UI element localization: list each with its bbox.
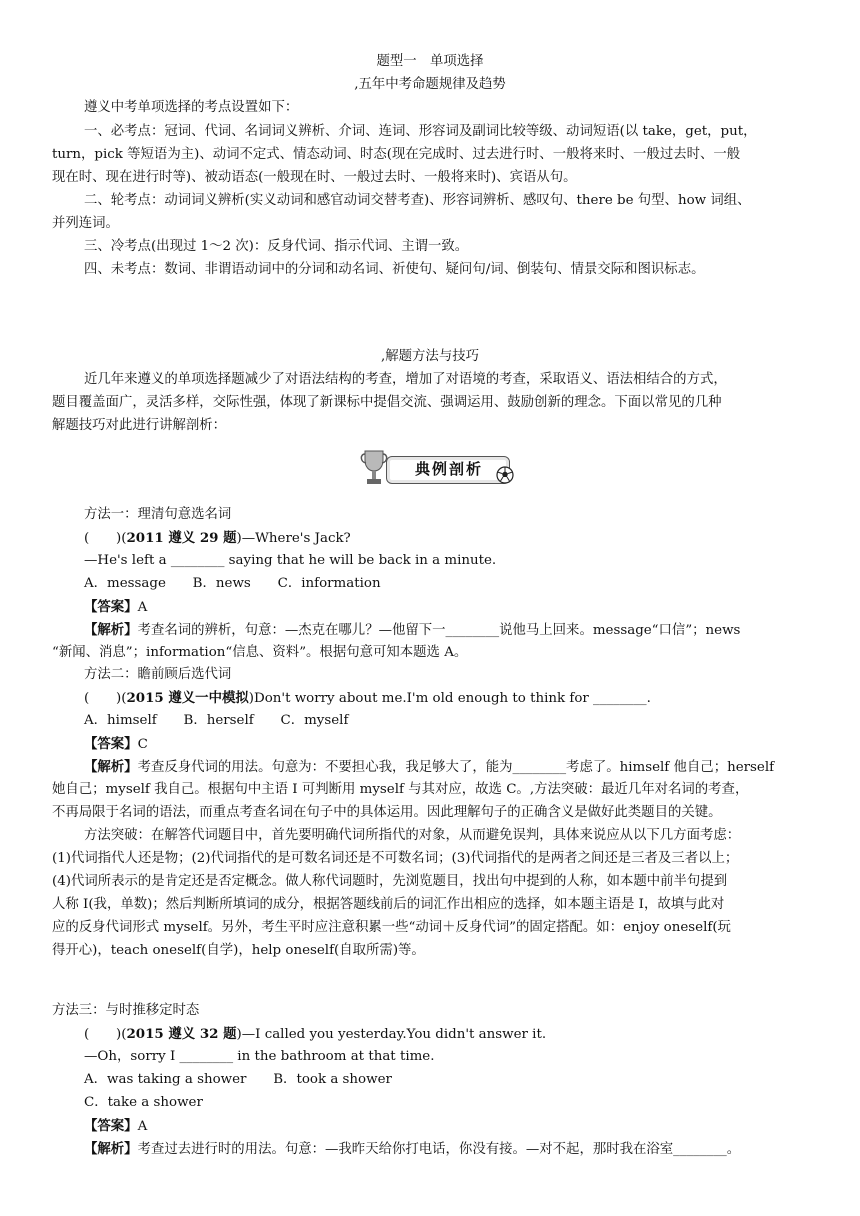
options-line: A．message B．news C．information: [84, 576, 381, 591]
typical-example-badge: [356, 446, 516, 490]
breakthrough-line: 方法突破：在解答代词题目中，首先要明确代词所指代的对象，从而避免误判，具体来说应从以下几方面考虑：: [84, 828, 741, 843]
question-source: 2015 遵义一中模拟: [126, 690, 249, 706]
analysis-line: 她自己；myself 我自己。根据句中主语 I 可判断用 myself 与其对应，故选 C。,方法突破：最近几年对名词的考查，: [52, 782, 749, 797]
point-line: 四、未考点：数词、非谓语动词中的分词和动名词、祈使句、疑问句/词、倒装句、情景交际和图识标志。: [84, 262, 705, 277]
question-line: [84, 687, 651, 710]
analysis-text: 考查过去进行时的用法。句意：—我昨天给你打电话，你没有接。—对不起，那时我在浴室________。: [137, 1142, 741, 1157]
badge-label: 典例剖析: [414, 460, 483, 478]
answer-blank: ( )(: [84, 531, 127, 546]
answer-value: C: [137, 737, 148, 752]
point-line: 并列连词。: [52, 216, 119, 231]
point-line: 一、必考点：冠词、代词、名词词义辨析、介词、连词、形容词及副词比较等级、动词短语(以 take，get，put，: [84, 124, 757, 139]
question-text: )Don't worry about me.I'm old enough to think for ________.: [248, 691, 651, 706]
answer-blank: ( )(: [84, 691, 127, 706]
analysis-line: [84, 756, 774, 779]
methods-paragraph-line: 近几年来遵义的单项选择题减少了对语法结构的考查，增加了对语境的考查，采取语义、语法相结合的方式，: [84, 372, 727, 387]
breakthrough-line: 得开心)，teach oneself(自学)，help oneself(自取所需)等。: [52, 943, 425, 958]
question-text: )—Where's Jack?: [236, 531, 351, 546]
analysis-text: 考查名词的辨析，句意：—杰克在哪儿？—他留下一________说他马上回来。message“口信”；news: [137, 623, 741, 638]
intro-text: 遵义中考单项选择的考点设置如下：: [84, 100, 299, 115]
question-source: 2011 遵义 29 题: [126, 530, 237, 546]
question-line: —He's left a ________ saying that he will be back in a minute.: [84, 553, 497, 568]
question-line: [84, 527, 351, 550]
analysis-tag: 【解析】: [84, 1141, 138, 1157]
answer-tag: 【答案】: [84, 599, 138, 615]
methods-paragraph-line: 解题技巧对此进行讲解剖析：: [52, 418, 227, 433]
options-line: A．himself B．herself C．myself: [84, 713, 349, 728]
method-heading: 方法二：瞻前顾后选代词: [84, 667, 232, 682]
breakthrough-line: 应的反身代词形式 myself。另外，考生平时应注意积累一些“动词＋反身代词”的固定搭配。如：enjoy oneself(玩: [52, 920, 731, 935]
question-text: )—I called you yesterday.You didn't answer it.: [236, 1027, 547, 1042]
analysis-tag: 【解析】: [84, 759, 138, 775]
options-line: C．take a shower: [84, 1095, 203, 1110]
answer-line: [84, 733, 148, 756]
method-heading: 方法三：与时推移定时态: [52, 1003, 200, 1018]
analysis-line: 不再局限于名词的语法，而重点考查名词在句子中的具体运用。因此理解句子的正确含义是做好此类题目的关键。: [52, 805, 722, 820]
question-source: 2015 遵义 32 题: [126, 1026, 237, 1042]
soccer-ball-icon: [496, 466, 514, 484]
analysis-text: 考查反身代词的用法。句意为：不要担心我，我足够大了，能为________考虑了。himself 他自己；herself: [137, 760, 775, 775]
methods-paragraph-line: 题目覆盖面广，灵活多样，交际性强，体现了新课标中提倡交流、强调运用、鼓励创新的理念。下面以常见的几种: [52, 395, 722, 410]
point-line: turn，pick 等短语为主)、动词不定式、情态动词、时态(现在完成时、过去进行时、一般将来时、一般过去时、一般: [52, 147, 741, 162]
point-line: 三、冷考点(出现过 1～2 次)：反身代词、指示代词、主谓一致。: [84, 239, 469, 254]
trophy-icon: [360, 448, 388, 488]
breakthrough-line: 人称 I(我，单数)；然后判断所填词的成分，根据答题线前后的词汇作出相应的选择，如本题主语是 I，故填与此对: [52, 897, 725, 912]
section-title-methods: ,解题方法与技巧: [381, 349, 479, 364]
answer-value: A: [137, 1119, 148, 1134]
answer-line: [84, 596, 147, 619]
section-title-trends: ,五年中考命题规律及趋势: [354, 77, 506, 92]
answer-line: [84, 1115, 147, 1138]
page-title: 题型一 单项选择: [376, 54, 484, 69]
breakthrough-line: (1)代词指代人还是物；(2)代词指代的是可数名词还是不可数名词；(3)代词指代的是两者之间还是三者及三者以上；: [52, 851, 739, 866]
point-line: 二、轮考点：动词词义辨析(实义动词和感官动词交替考查)、形容词辨析、感叹句、there be 句型、how 词组、: [84, 193, 751, 208]
analysis-tag: 【解析】: [84, 622, 138, 638]
options-line: A．was taking a shower B．took a shower: [84, 1072, 392, 1087]
analysis-line: “新闻、消息”；information“信息、资料”。根据句意可知本题选 A。: [52, 645, 468, 660]
analysis-line: [84, 1138, 740, 1161]
answer-blank: ( )(: [84, 1027, 127, 1042]
point-line: 现在时、现在进行时等)、被动语态(一般现在时、一般过去时、一般将来时)、宾语从句。: [52, 170, 577, 185]
answer-value: A: [137, 600, 148, 615]
question-line: —Oh，sorry I ________ in the bathroom at that time.: [84, 1049, 435, 1064]
method-heading: 方法一：理清句意选名词: [84, 507, 232, 522]
answer-tag: 【答案】: [84, 1118, 138, 1134]
breakthrough-line: (4)代词所表示的是肯定还是否定概念。做人称代词题时，先浏览题目，找出句中提到的人称，如本题中前半句提到: [52, 874, 728, 889]
answer-tag: 【答案】: [84, 736, 138, 752]
analysis-line: [84, 619, 740, 642]
question-line: [84, 1023, 546, 1046]
